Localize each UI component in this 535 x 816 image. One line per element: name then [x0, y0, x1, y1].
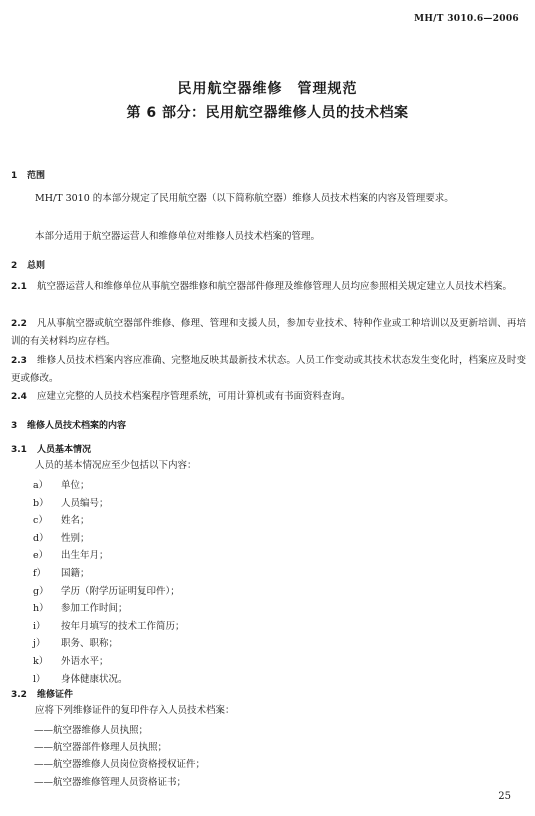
section-number: 2: [11, 261, 18, 271]
dash-list-item: ——航空器维修人员岗位资格授权证件；: [34, 759, 206, 771]
list-item: [33, 618, 185, 632]
clause-2-1: [11, 278, 526, 296]
paragraph: 人员的基本情况应至少包括以下内容：: [35, 460, 197, 471]
section-3-heading: [11, 418, 126, 431]
page-number: 25: [498, 791, 511, 802]
list-item-label: g）: [33, 585, 49, 597]
section-title: 维修人员技术档案的内容: [27, 421, 127, 431]
paragraph: MH/T 3010 的本部分规定了民用航空器（以下简称航空器）维修人员技术档案的内容及管理要求。: [35, 193, 454, 204]
dash-list-item: ——航空器维修管理人员资格证书；: [34, 776, 187, 788]
list-item-text: 性别；: [61, 532, 90, 544]
list-item-text: 学历（附学历证明复印件）；: [61, 585, 180, 597]
list-item-label: a）: [33, 480, 49, 491]
subsection-3-1-heading: [11, 442, 91, 455]
section-number: 3: [11, 421, 18, 431]
list-item: [33, 635, 118, 649]
clause-text: 应建立完整的人员技术档案程序管理系统，可用计算机或有书面资料查询。: [36, 391, 351, 402]
clause-text: 航空器运营人和维修单位从事航空器维修和航空器部件修理及维修管理人员均应参照相关规定建立人员技术档案。: [36, 281, 512, 292]
list-item-text: 出生年月；: [61, 550, 109, 562]
list-item: [33, 671, 128, 685]
document-code: MH/T 3010.6—2006: [414, 14, 519, 24]
list-item: [33, 477, 90, 491]
list-item-text: 国籍；: [61, 568, 90, 579]
clause-2-2: [11, 315, 526, 350]
title-line-2: 第 6 部分：民用航空器维修人员的技术档案: [126, 105, 409, 121]
list-item-text: 按年月填写的技术工作简历；: [61, 620, 185, 632]
dash-list-item: ——航空器维修人员执照；: [34, 725, 149, 736]
list-item: [33, 495, 109, 509]
section-number: 3.2: [11, 690, 27, 700]
list-item-label: k）: [33, 656, 49, 667]
section-1-heading: [11, 168, 45, 181]
section-title: 范围: [27, 171, 46, 181]
clause-number: 2.3: [11, 356, 27, 366]
section-title: 总则: [27, 261, 46, 271]
list-item: [33, 512, 90, 526]
clause-text: 凡从事航空器或航空器部件维修、修理、管理和支援人员，参加专业技术、特种作业或工种培训以及更新培训、再培训的有关材料均应存档。: [11, 318, 526, 347]
list-item-text: 人员编号；: [61, 497, 109, 509]
list-item-text: 参加工作时间；: [61, 603, 128, 615]
clause-text: 维修人员技术档案内容应准确、完整地反映其最新技术状态。人员工作变动或其技术状态发生变化时，档案应及时变更或修改。: [11, 355, 526, 384]
clause-2-4: [11, 388, 526, 406]
clause-number: 2.2: [11, 319, 27, 329]
clause-number: 2.4: [11, 392, 27, 402]
list-item-label: e）: [33, 550, 49, 562]
list-item: [33, 600, 128, 614]
section-title: 维修证件: [37, 690, 74, 700]
paragraph: 本部分适用于航空器运营人和维修单位对维修人员技术档案的管理。: [35, 231, 321, 242]
section-title: 人员基本情况: [37, 445, 92, 455]
list-item-label: b）: [33, 497, 49, 509]
title-line-1: 民用航空器维修 管理规范: [177, 81, 358, 97]
list-item: [33, 565, 90, 579]
section-number: 1: [11, 171, 18, 181]
list-item-label: f）: [33, 568, 47, 579]
clause-2-3: [11, 352, 526, 387]
list-item: [33, 530, 90, 544]
section-number: 3.1: [11, 445, 27, 455]
list-item-text: 姓名；: [61, 515, 90, 527]
list-item-label: j）: [33, 638, 46, 650]
list-item-label: d）: [33, 532, 49, 544]
section-2-heading: [11, 258, 45, 271]
clause-number: 2.1: [11, 282, 27, 292]
list-item: [33, 583, 180, 597]
list-item: [33, 653, 109, 667]
list-item: [33, 547, 109, 561]
list-item-label: l）: [33, 673, 46, 685]
paragraph: 应将下列维修证件的复印件存入人员技术档案：: [35, 705, 235, 716]
list-item-text: 外语水平；: [61, 656, 109, 667]
list-item-text: 身体健康状况。: [61, 673, 128, 685]
list-item-label: c）: [33, 515, 48, 527]
list-item-text: 单位；: [61, 480, 90, 491]
subsection-3-2-heading: [11, 687, 73, 700]
list-item-label: i）: [33, 620, 46, 632]
dash-list-item: ——航空器部件修理人员执照；: [34, 742, 168, 754]
list-item-label: h）: [33, 603, 49, 615]
list-item-text: 职务、职称；: [61, 638, 119, 650]
